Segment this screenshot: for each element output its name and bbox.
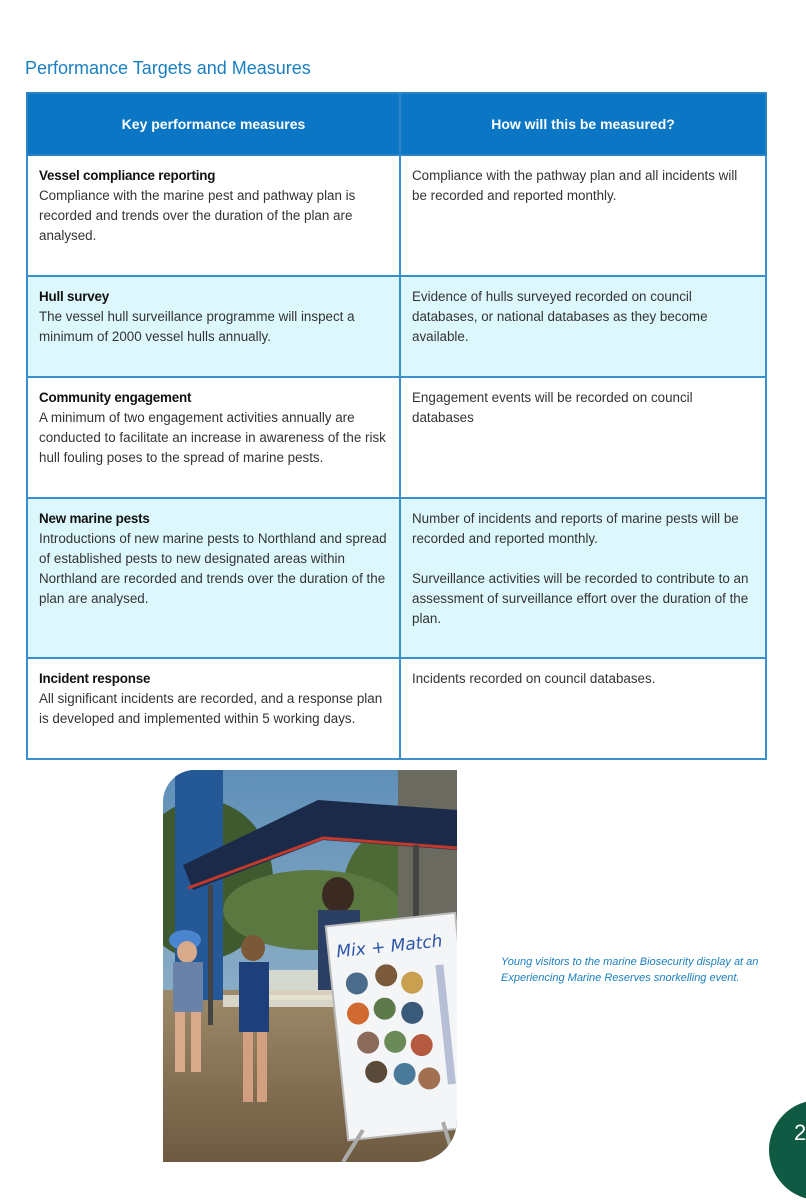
how-measured-text: Compliance with the pathway plan and all incidents will be recorded and reported monthly. [412, 168, 738, 203]
page-number: 2 [794, 1120, 806, 1145]
event-photo [163, 770, 457, 1162]
header-how-measured: How will this be measured? [400, 93, 766, 155]
how-measured-cell [400, 658, 766, 759]
row-description: Introductions of new marine pests to Northland and spread of established pests to new designated areas within Northland are recorded and trends over the duration of the plan are analysed. [39, 531, 387, 606]
table-row [27, 377, 766, 498]
row-heading: New marine pests [39, 511, 150, 526]
row-description: All significant incidents are recorded, and a response plan is developed and implemented within 5 working days. [39, 691, 383, 726]
table-header-row [27, 93, 766, 155]
photo-caption: Young visitors to the marine Biosecurity display at an Experiencing Marine Reserves snorkelling event. [501, 956, 759, 984]
row-description: Compliance with the marine pest and pathway plan is recorded and trends over the duration of the plan are analysed. [39, 188, 356, 243]
table-row [27, 276, 766, 377]
row-heading: Vessel compliance reporting [39, 168, 216, 183]
page-badge [769, 1100, 806, 1200]
measure-cell [27, 498, 400, 658]
measure-cell [27, 658, 400, 759]
how-measured-cell [400, 498, 766, 658]
table-row [27, 658, 766, 759]
how-measured-text: Surveillance activities will be recorded to contribute to an assessment of surveillance effort over the duration of the plan. [412, 571, 749, 626]
how-measured-cell [400, 155, 766, 276]
section-title: Performance Targets and Measures [25, 58, 311, 78]
measure-cell [27, 377, 400, 498]
measure-cell [27, 155, 400, 276]
how-measured-cell [400, 276, 766, 377]
row-heading: Hull survey [39, 289, 109, 304]
row-description: The vessel hull surveillance programme will inspect a minimum of 2000 vessel hulls annually. [39, 309, 355, 344]
board-title: Mix + Match [335, 931, 444, 963]
row-heading: Community engagement [39, 390, 192, 405]
row-description: A minimum of two engagement activities annually are conducted to facilitate an increase in awareness of the risk hull fouling poses to the spread of marine pests. [39, 410, 386, 465]
table-row [27, 498, 766, 658]
how-measured-text: Number of incidents and reports of marine pests will be recorded and reported monthly. [412, 511, 739, 546]
how-measured-text: Engagement events will be recorded on council databases [412, 390, 693, 425]
how-measured-text: Incidents recorded on council databases. [412, 671, 656, 686]
how-measured-text: Evidence of hulls surveyed recorded on council databases, or national databases as they become available. [412, 289, 708, 344]
row-heading: Incident response [39, 671, 151, 686]
header-key-measures: Key performance measures [27, 93, 400, 155]
table-row [27, 155, 766, 276]
measure-cell [27, 276, 400, 377]
performance-table [26, 92, 767, 760]
how-measured-cell [400, 377, 766, 498]
